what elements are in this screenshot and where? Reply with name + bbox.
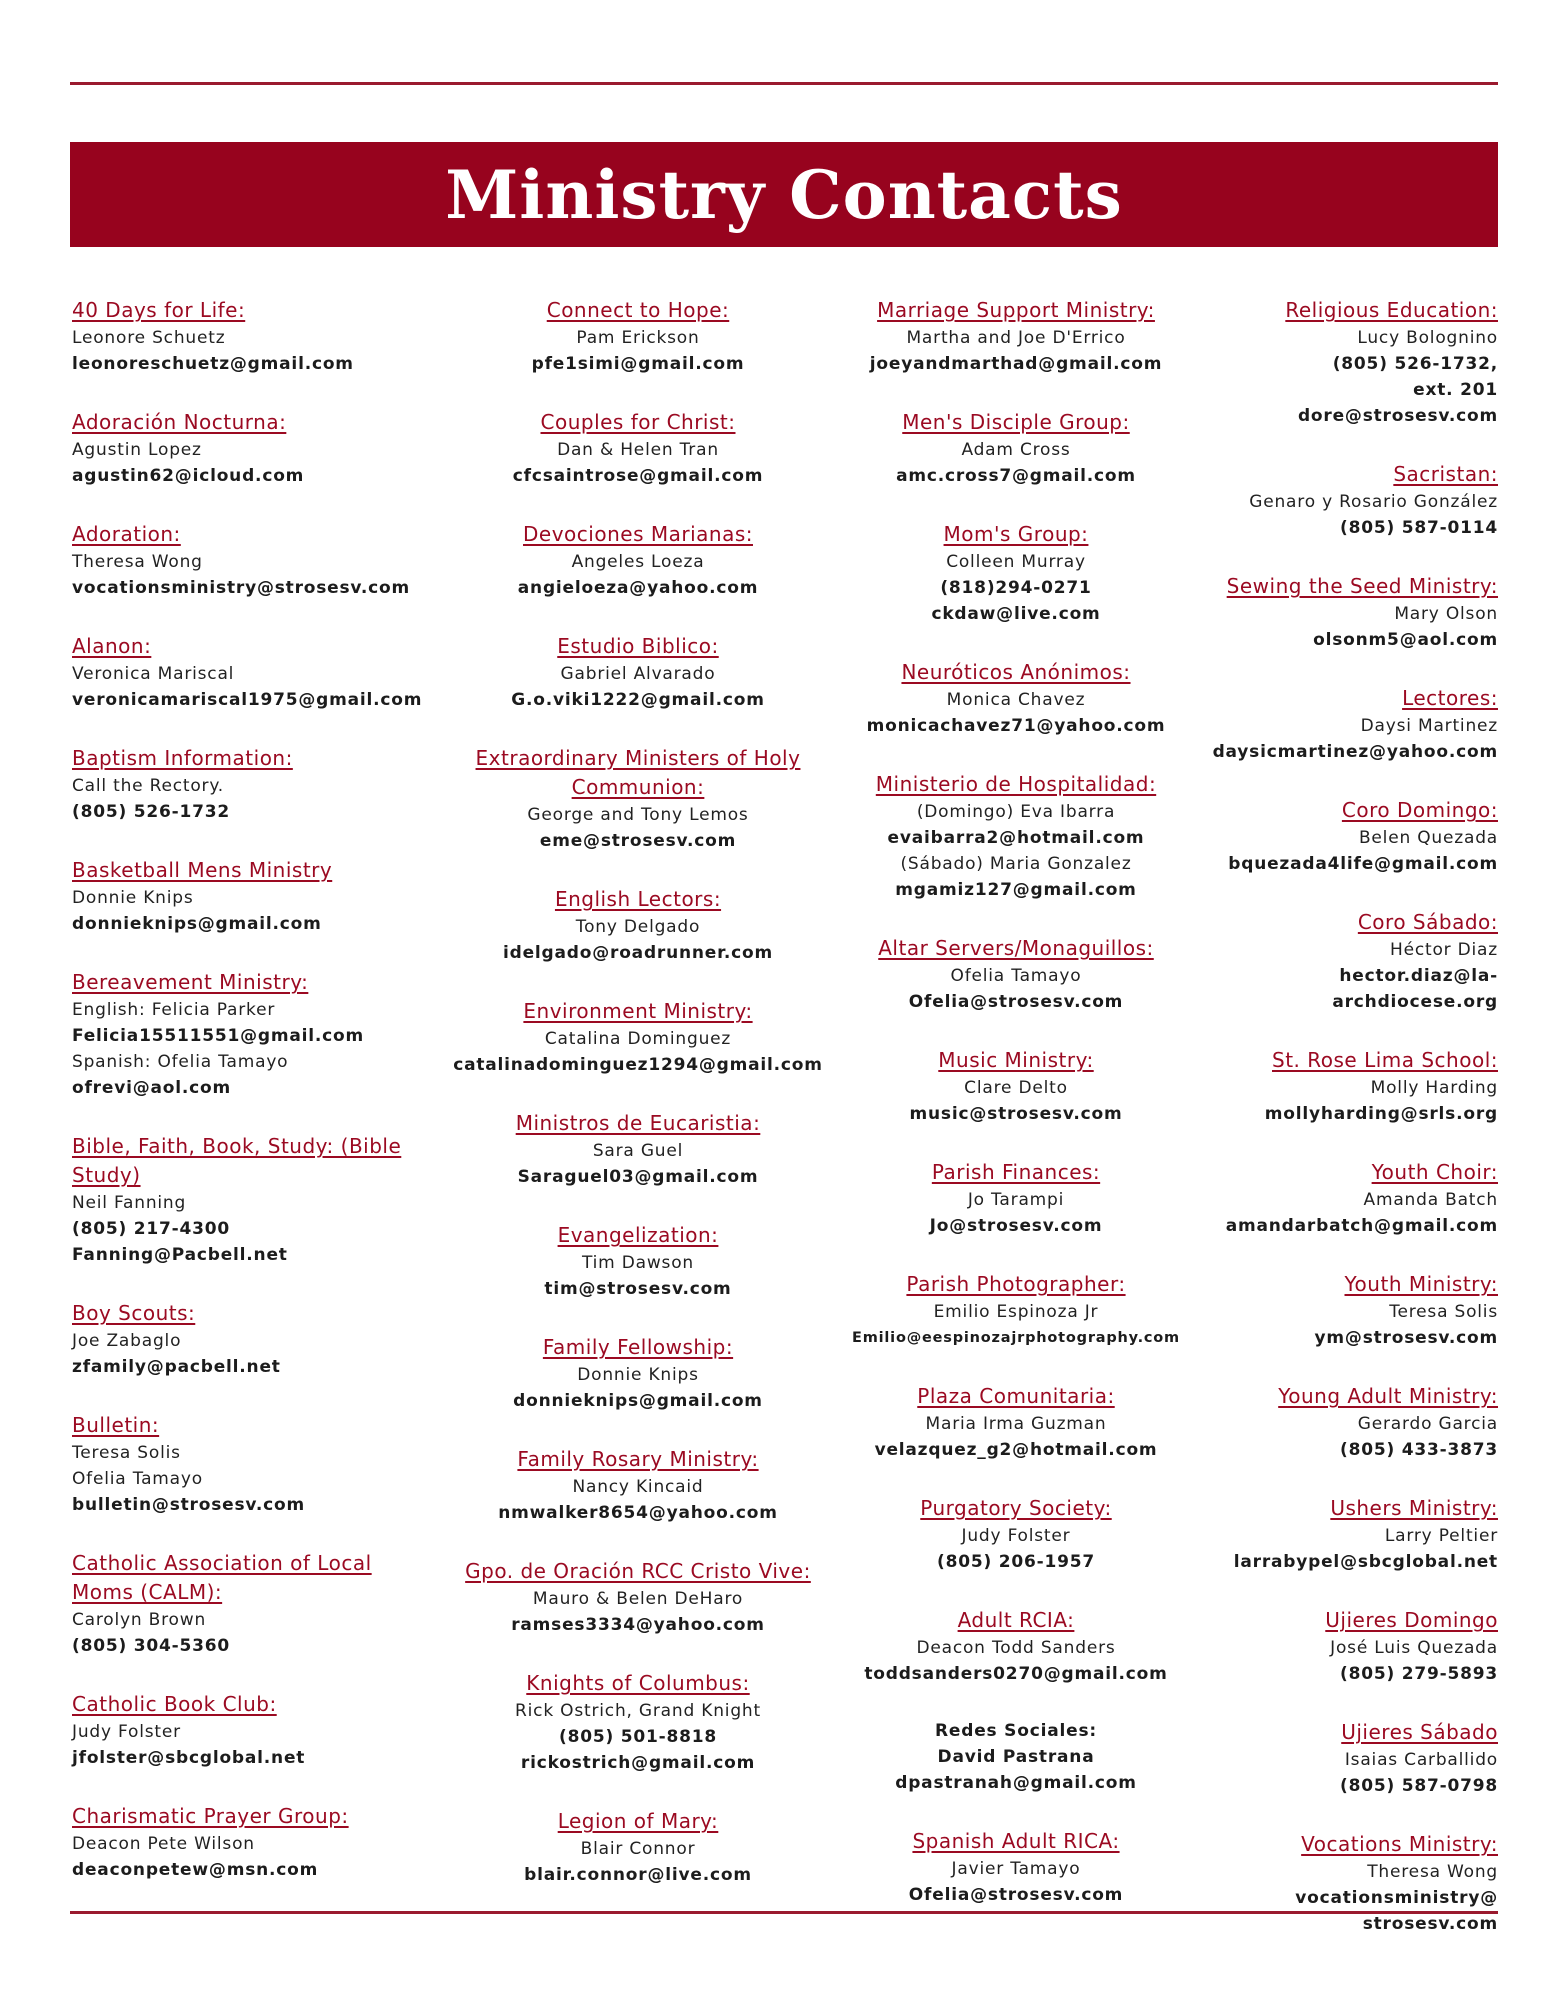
- ministry-heading-link[interactable]: Parish Photographer:: [906, 1272, 1126, 1296]
- ministry-heading-link[interactable]: Boy Scouts:: [72, 1301, 196, 1325]
- ministry-entry: [1138, 1830, 1498, 1937]
- contact-name: Jo Tarampi: [967, 1190, 1065, 1210]
- contact-name: Emilio Espinoza Jr: [933, 1302, 1099, 1322]
- ministry-heading-link[interactable]: Bereavement Ministry:: [72, 970, 309, 994]
- ministry-entry: [1138, 1158, 1498, 1239]
- contact-name: Spanish: Ofelia Tamayo: [72, 1052, 289, 1072]
- contact-email-link[interactable]: daysicmartinez@yahoo.com: [1212, 742, 1498, 762]
- ministry-heading-link[interactable]: Basketball Mens Ministry: [72, 858, 333, 882]
- ministry-heading-link[interactable]: Ujieres Sábado: [1341, 1720, 1498, 1744]
- ministry-heading-link[interactable]: Legion of Mary:: [557, 1809, 719, 1833]
- contact-email-link[interactable]: vocationsministry@: [1295, 1888, 1498, 1908]
- ministry-entry: [432, 296, 844, 377]
- contact-name: Belen Quezada: [1358, 828, 1498, 848]
- contact-name: Genaro y Rosario González: [1249, 492, 1498, 512]
- contact-phone: (805) 526-1732,: [1332, 354, 1498, 374]
- contact-name: Donnie Knips: [577, 1365, 699, 1385]
- contact-email-link[interactable]: strosesv.com: [1362, 1914, 1498, 1934]
- contact-name: George and Tony Lemos: [527, 805, 749, 825]
- ministry-heading-link[interactable]: Lectores:: [1402, 686, 1498, 710]
- contact-name: Larry Peltier: [1384, 1526, 1498, 1546]
- contact-name: Monica Chavez: [946, 690, 1086, 710]
- contact-name: Mary Olson: [1394, 604, 1498, 624]
- contact-name: (Domingo) Eva Ibarra: [916, 802, 1116, 822]
- contact-email-link[interactable]: velazquez_g2@hotmail.com: [874, 1440, 1158, 1460]
- contact-name: Pam Erickson: [576, 328, 700, 348]
- ministry-heading-link[interactable]: Sacristan:: [1393, 462, 1498, 486]
- contact-email-link[interactable]: G.o.viki1222@gmail.com: [511, 690, 765, 710]
- contact-name: Catalina Dominguez: [544, 1029, 732, 1049]
- ministry-entry: [72, 408, 432, 489]
- ministry-heading-link[interactable]: Youth Choir:: [1371, 1160, 1498, 1184]
- contact-email-link[interactable]: mollyharding@srls.org: [1264, 1104, 1498, 1124]
- ministry-entry: [432, 1557, 844, 1638]
- contact-email-link[interactable]: Fanning@Pacbell.net: [72, 1245, 288, 1265]
- ministry-heading-link[interactable]: Ministerio de Hospitalidad:: [875, 772, 1157, 796]
- contact-name: Gerardo Garcia: [1357, 1414, 1498, 1434]
- contact-email-link[interactable]: Saraguel03@gmail.com: [517, 1167, 759, 1187]
- ministry-heading-link[interactable]: Couples for Christ:: [540, 410, 736, 434]
- contact-phone: David Pastrana: [937, 1747, 1095, 1767]
- ministry-entry: [1138, 1606, 1498, 1687]
- ministry-heading-link[interactable]: Bible, Faith, Book, Study: (Bible Study): [72, 1134, 402, 1187]
- ministry-entry: [1138, 796, 1498, 877]
- contact-phone: (805) 433-3873: [1340, 1440, 1498, 1460]
- ministry-heading-link[interactable]: Youth Ministry:: [1344, 1272, 1498, 1296]
- ministry-entry: [72, 1549, 432, 1659]
- contact-name: Javier Tamayo: [951, 1859, 1081, 1879]
- contact-name: Donnie Knips: [72, 888, 194, 908]
- contact-email-link[interactable]: Ofelia@strosesv.com: [908, 1885, 1124, 1905]
- ministry-entry: [432, 1333, 844, 1414]
- contact-name: Colleen Murray: [946, 552, 1086, 572]
- ministry-entry: [72, 744, 432, 825]
- contact-email-link[interactable]: hector.diaz@la-: [1339, 966, 1498, 986]
- ministry-entry: [1138, 1718, 1498, 1799]
- contacts-column-1: [72, 296, 432, 1914]
- ministry-heading-link[interactable]: St. Rose Lima School:: [1272, 1048, 1498, 1072]
- contact-email-link[interactable]: leonoreschuetz@gmail.com: [72, 354, 354, 374]
- contact-name: Teresa Solis: [72, 1443, 181, 1463]
- contact-name: Clare Delto: [964, 1078, 1068, 1098]
- ministry-heading-link[interactable]: Purgatory Society:: [920, 1496, 1112, 1520]
- contact-email-link[interactable]: donnieknips@gmail.com: [513, 1391, 763, 1411]
- contacts-column-2: [432, 296, 844, 1919]
- contact-email-link[interactable]: cfcsaintrose@gmail.com: [512, 466, 764, 486]
- contact-phone: Redes Sociales:: [935, 1721, 1097, 1741]
- contact-email-link[interactable]: mgamiz127@gmail.com: [895, 880, 1137, 900]
- ministry-entry: [72, 296, 432, 377]
- contact-email-link[interactable]: ym@strosesv.com: [1314, 1328, 1498, 1348]
- ministry-entry: [72, 856, 432, 937]
- contact-phone: (805) 587-0114: [1340, 518, 1498, 538]
- contact-email-link[interactable]: pfe1simi@gmail.com: [531, 354, 745, 374]
- ministry-heading-link[interactable]: Bulletin:: [72, 1413, 160, 1437]
- ministry-entry: [1138, 908, 1498, 1015]
- title-banner: [70, 142, 1498, 247]
- ministry-entry: [432, 1807, 844, 1888]
- contact-name: Mauro & Belen DeHaro: [532, 1589, 744, 1609]
- ministry-heading-link[interactable]: Sewing the Seed Ministry:: [1226, 574, 1498, 598]
- contact-email-link[interactable]: olsonm5@aol.com: [1313, 630, 1498, 650]
- contact-name: Judy Folster: [72, 1722, 181, 1742]
- contact-email-link[interactable]: monicachavez71@yahoo.com: [866, 716, 1166, 736]
- ministry-entry: [72, 1690, 432, 1771]
- contact-name: Angeles Loeza: [571, 552, 705, 572]
- contact-name: Leonore Schuetz: [72, 328, 226, 348]
- ministry-entry: [1138, 572, 1498, 653]
- contact-email-link[interactable]: donnieknips@gmail.com: [72, 914, 322, 934]
- contact-email-link[interactable]: veronicamariscal1975@gmail.com: [72, 690, 423, 710]
- contact-phone: (805) 304-5360: [72, 1636, 230, 1656]
- contact-email-link[interactable]: angieloeza@yahoo.com: [517, 578, 759, 598]
- contact-email-link[interactable]: toddsanders0270@gmail.com: [864, 1664, 1168, 1684]
- contact-phone: ext. 201: [1413, 380, 1498, 400]
- contact-email-link[interactable]: ramses3334@yahoo.com: [511, 1615, 765, 1635]
- contact-name: Héctor Diaz: [1389, 940, 1498, 960]
- contact-name: Veronica Mariscal: [72, 664, 235, 684]
- contact-email-link[interactable]: ofrevi@aol.com: [72, 1078, 232, 1098]
- contact-name: Agustin Lopez: [72, 440, 202, 460]
- contact-email-link[interactable]: zfamily@pacbell.net: [72, 1357, 281, 1377]
- contact-name: English: Felicia Parker: [72, 1000, 276, 1020]
- contact-email-link[interactable]: archdiocese.org: [1332, 992, 1498, 1012]
- ministry-heading-link[interactable]: Coro Sábado:: [1357, 910, 1498, 934]
- ministry-heading-link[interactable]: Evangelization:: [557, 1223, 719, 1247]
- contact-email-link[interactable]: bquezada4life@gmail.com: [1228, 854, 1498, 874]
- ministry-heading-link[interactable]: Alanon:: [72, 634, 152, 658]
- ministry-heading-link[interactable]: Baptism Information:: [72, 746, 293, 770]
- contact-email-link[interactable]: catalinadominguez1294@gmail.com: [453, 1055, 823, 1075]
- ministry-entry: [432, 744, 844, 854]
- contact-phone: (805) 526-1732: [72, 802, 230, 822]
- ministry-entry: [432, 408, 844, 489]
- ministry-entry: [72, 1299, 432, 1380]
- ministry-heading-link[interactable]: Extraordinary Ministers of Holy Communion:: [475, 746, 801, 799]
- ministry-heading-link[interactable]: Knights of Columbus:: [526, 1671, 750, 1695]
- contact-name: Adam Cross: [961, 440, 1071, 460]
- ministry-entry: [432, 885, 844, 966]
- contact-name: Amanda Batch: [1363, 1190, 1498, 1210]
- top-divider: [70, 82, 1498, 85]
- contact-name: Theresa Wong: [1367, 1862, 1498, 1882]
- contact-name: Molly Harding: [1370, 1078, 1498, 1098]
- contact-phone: (805) 217-4300: [72, 1219, 230, 1239]
- contact-phone: (805) 206-1957: [937, 1552, 1095, 1572]
- ministry-heading-link[interactable]: Altar Servers/Monaguillos:: [878, 936, 1154, 960]
- contact-name: Neil Fanning: [72, 1193, 187, 1213]
- ministry-heading-link[interactable]: Young Adult Ministry:: [1278, 1384, 1498, 1408]
- ministry-entry: [432, 632, 844, 713]
- ministry-entry: [432, 997, 844, 1078]
- contact-email-link[interactable]: bulletin@strosesv.com: [72, 1495, 306, 1515]
- ministry-heading-link[interactable]: Vocations Ministry:: [1301, 1832, 1498, 1856]
- contact-name: Blair Connor: [580, 1839, 696, 1859]
- contact-email-link[interactable]: amc.cross7@gmail.com: [896, 466, 1136, 486]
- ministry-heading-link[interactable]: Music Ministry:: [938, 1048, 1094, 1072]
- contact-email-link[interactable]: agustin62@icloud.com: [72, 466, 305, 486]
- contact-name: Lucy Bolognino: [1357, 328, 1498, 348]
- contact-name: Deacon Todd Sanders: [916, 1638, 1116, 1658]
- ministry-heading-link[interactable]: Neuróticos Anónimos:: [901, 660, 1131, 684]
- contact-name: José Luis Quezada: [1330, 1638, 1498, 1658]
- contact-name: Call the Rectory.: [72, 776, 224, 796]
- page-title: Ministry Contacts: [445, 155, 1123, 234]
- ministry-heading-link[interactable]: Catholic Book Club:: [72, 1692, 277, 1716]
- ministry-heading-link[interactable]: Family Fellowship:: [542, 1335, 734, 1359]
- contact-phone: (818)294-0271: [940, 578, 1092, 598]
- ministry-entry: [72, 1411, 432, 1518]
- bottom-divider: [70, 1911, 1498, 1914]
- ministry-entry: [432, 1445, 844, 1526]
- contact-email-link[interactable]: eme@strosesv.com: [539, 831, 737, 851]
- contact-email-link[interactable]: larrabypel@sbcglobal.net: [1233, 1552, 1498, 1572]
- contact-email-link[interactable]: rickostrich@gmail.com: [520, 1753, 756, 1773]
- ministry-heading-link[interactable]: Ujieres Domingo: [1325, 1608, 1498, 1632]
- ministry-heading-link[interactable]: Men's Disciple Group:: [902, 410, 1130, 434]
- ministry-heading-link[interactable]: Plaza Comunitaria:: [917, 1384, 1115, 1408]
- ministry-entry: [72, 1132, 432, 1268]
- ministry-entry: [432, 1669, 844, 1776]
- contact-email-link[interactable]: evaibarra2@hotmail.com: [887, 828, 1145, 848]
- contact-name: (Sábado) Maria Gonzalez: [900, 854, 1132, 874]
- contact-phone: (805) 501-8818: [559, 1727, 717, 1747]
- ministry-heading-link[interactable]: Catholic Association of Local Moms (CALM):: [72, 1551, 372, 1604]
- contact-email-link[interactable]: nmwalker8654@yahoo.com: [498, 1503, 778, 1523]
- contact-email-link[interactable]: amandarbatch@gmail.com: [1225, 1216, 1498, 1236]
- contact-name: Teresa Solis: [1389, 1302, 1498, 1322]
- contact-name: Maria Irma Guzman: [925, 1414, 1107, 1434]
- contact-name: Tim Dawson: [582, 1253, 694, 1273]
- ministry-heading-link[interactable]: Family Rosary Ministry:: [517, 1447, 759, 1471]
- ministry-heading-link[interactable]: Spanish Adult RICA:: [912, 1829, 1120, 1853]
- contact-email-link[interactable]: dore@strosesv.com: [1297, 406, 1498, 426]
- ministry-entry: [72, 520, 432, 601]
- contact-name: Carolyn Brown: [72, 1610, 207, 1630]
- ministry-entry: [432, 1109, 844, 1190]
- ministry-entry: [1138, 684, 1498, 765]
- contact-name: Theresa Wong: [72, 552, 203, 572]
- ministry-heading-link[interactable]: Charismatic Prayer Group:: [72, 1804, 349, 1828]
- ministry-heading-link[interactable]: Parish Finances:: [931, 1160, 1101, 1184]
- ministry-entry: [432, 1221, 844, 1302]
- contact-name: Joe Zabaglo: [72, 1331, 182, 1351]
- ministry-heading-link[interactable]: Devociones Marianas:: [523, 522, 753, 546]
- contact-email-link[interactable]: music@strosesv.com: [909, 1104, 1123, 1124]
- contact-email-link[interactable]: deaconpetew@msn.com: [72, 1860, 319, 1880]
- contact-email-link[interactable]: jfolster@sbcglobal.net: [72, 1748, 306, 1768]
- contact-email-link[interactable]: tim@strosesv.com: [544, 1279, 732, 1299]
- ministry-entry: [1138, 1382, 1498, 1463]
- ministry-heading-link[interactable]: Marriage Support Ministry:: [877, 298, 1155, 322]
- contact-email-link[interactable]: vocationsministry@strosesv.com: [72, 578, 411, 598]
- contact-name: Sara Guel: [592, 1141, 684, 1161]
- ministry-heading-link[interactable]: Ministros de Eucaristia:: [515, 1111, 761, 1135]
- ministry-heading-link[interactable]: Connect to Hope:: [546, 298, 730, 322]
- ministry-heading-link[interactable]: Gpo. de Oración RCC Cristo Vive:: [465, 1559, 811, 1583]
- ministry-heading-link[interactable]: Estudio Biblico:: [557, 634, 719, 658]
- contact-phone: (805) 279-5893: [1340, 1664, 1498, 1684]
- contact-email-link[interactable]: dpastranah@gmail.com: [895, 1773, 1137, 1793]
- ministry-entry: [72, 968, 432, 1101]
- contact-email-link[interactable]: ckdaw@live.com: [931, 604, 1101, 624]
- ministry-entry: [1138, 1494, 1498, 1575]
- contacts-column-4: [1138, 296, 1498, 1968]
- contact-name: Daysi Martinez: [1360, 716, 1498, 736]
- ministry-heading-link[interactable]: Coro Domingo:: [1341, 798, 1498, 822]
- contact-name: Rick Ostrich, Grand Knight: [515, 1701, 761, 1721]
- ministry-heading-link[interactable]: 40 Days for Life:: [72, 298, 246, 322]
- contact-email-link[interactable]: blair.connor@live.com: [524, 1865, 752, 1885]
- contact-email-link[interactable]: Ofelia@strosesv.com: [908, 992, 1124, 1012]
- contact-email-link[interactable]: Emilio@eespinozajrphotography.com: [852, 1330, 1180, 1346]
- contact-email-link[interactable]: Felicia15511551@gmail.com: [72, 1026, 365, 1046]
- contact-name: Ofelia Tamayo: [950, 966, 1082, 986]
- ministry-heading-link[interactable]: English Lectors:: [554, 887, 722, 911]
- contact-name: Nancy Kincaid: [572, 1477, 704, 1497]
- ministry-entry: [72, 632, 432, 713]
- ministry-entry: [1138, 296, 1498, 429]
- contact-name: Isaias Carballido: [1344, 1750, 1498, 1770]
- ministry-heading-link[interactable]: Religious Education:: [1285, 298, 1498, 322]
- contact-name: Judy Folster: [961, 1526, 1071, 1546]
- ministry-entry: [1138, 1270, 1498, 1351]
- ministry-heading-link[interactable]: Adoración Nocturna:: [72, 410, 287, 434]
- contact-phone: (805) 587-0798: [1340, 1776, 1498, 1796]
- ministry-entry: [1138, 1046, 1498, 1127]
- contact-name: Dan & Helen Tran: [557, 440, 719, 460]
- ministry-heading-link[interactable]: Adult RCIA:: [957, 1608, 1075, 1632]
- ministry-entry: [1138, 460, 1498, 541]
- contact-name: Gabriel Alvarado: [560, 664, 716, 684]
- contact-email-link[interactable]: Jo@strosesv.com: [929, 1216, 1103, 1236]
- ministry-heading-link[interactable]: Environment Ministry:: [523, 999, 753, 1023]
- ministry-entry: [72, 1802, 432, 1883]
- contact-name: Ofelia Tamayo: [72, 1469, 203, 1489]
- ministry-heading-link[interactable]: Ushers Ministry:: [1330, 1496, 1498, 1520]
- ministry-heading-link[interactable]: Mom's Group:: [943, 522, 1089, 546]
- contact-email-link[interactable]: idelgado@roadrunner.com: [502, 943, 774, 963]
- ministry-heading-link[interactable]: Adoration:: [72, 522, 181, 546]
- contact-email-link[interactable]: joeyandmarthad@gmail.com: [869, 354, 1163, 374]
- ministry-entry: [432, 520, 844, 601]
- contact-name: Martha and Joe D'Errico: [906, 328, 1126, 348]
- contact-name: Deacon Pete Wilson: [72, 1834, 255, 1854]
- contact-name: Tony Delgado: [575, 917, 701, 937]
